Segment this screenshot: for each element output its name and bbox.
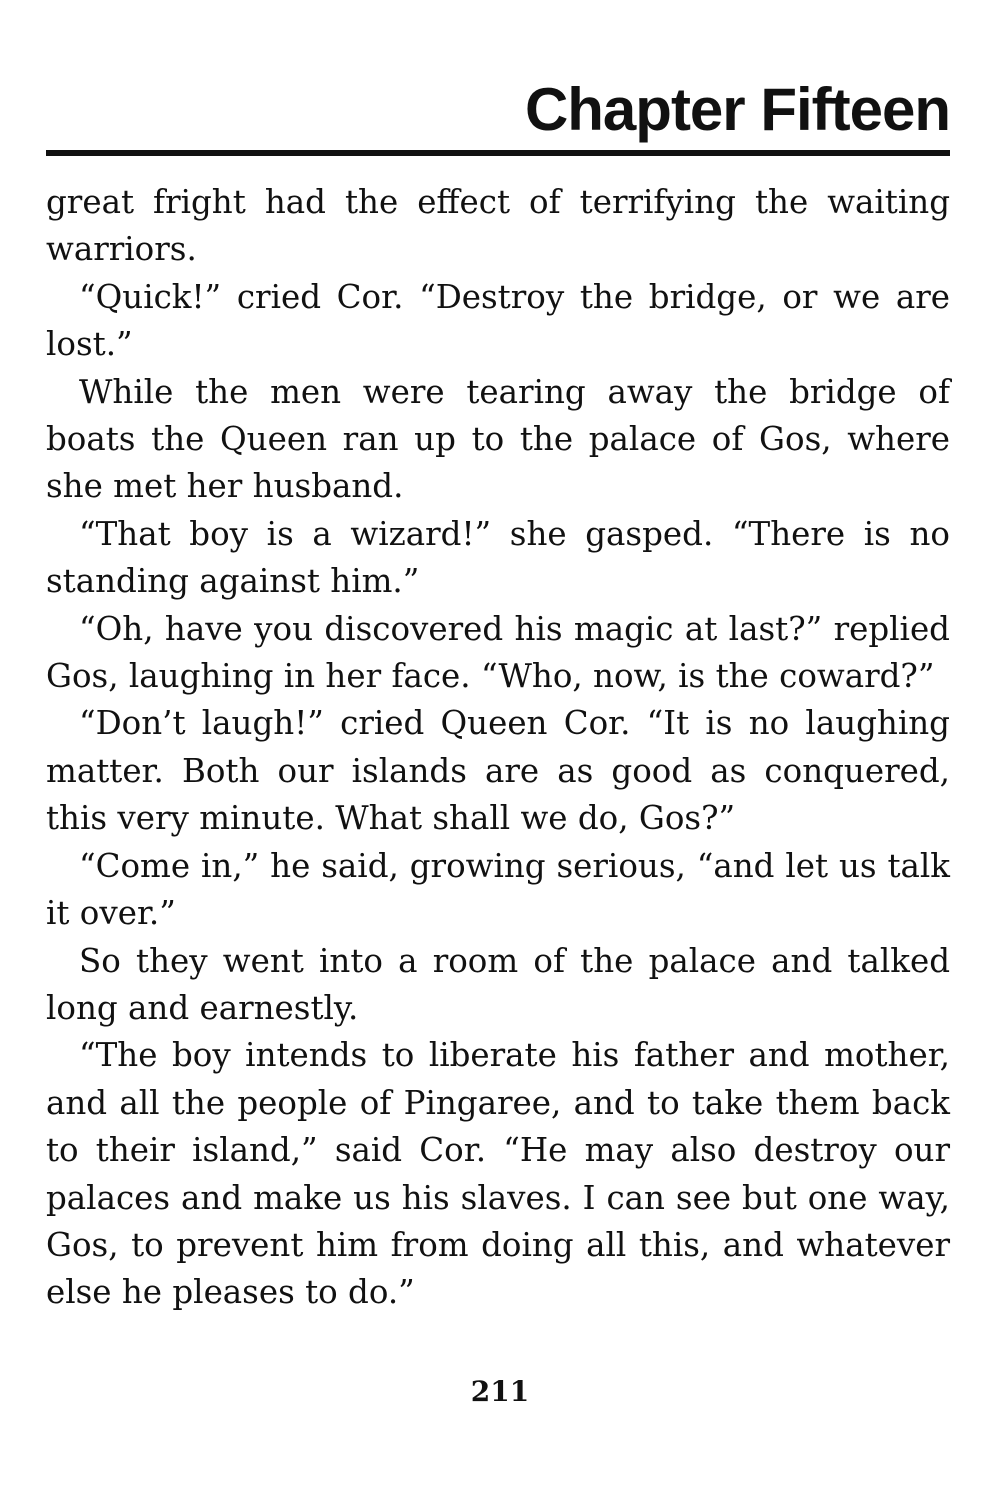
paragraph: “Don’t laugh!” cried Queen Cor. “It is no laughing matter. Both our islands are as good as conquered, this very minute. What shall we do, Gos?” bbox=[46, 704, 950, 838]
paragraph: “That boy is a wizard!” she gasped. “There is no standing against him.” bbox=[46, 514, 950, 601]
paragraph: “Quick!” cried Cor. “Destroy the bridge, or we are lost.” bbox=[46, 277, 950, 364]
header-rule bbox=[46, 150, 950, 156]
page-number: 211 bbox=[470, 1375, 530, 1408]
paragraph: great fright had the effect of terrifying the waiting warriors. bbox=[46, 183, 950, 269]
body-text bbox=[46, 179, 950, 1317]
paragraph: So they went into a room of the palace and talked long and earnestly. bbox=[46, 941, 950, 1027]
paragraph: “The boy intends to liberate his father and mother, and all the people of Pingaree, and to take them back to their island,” said Cor. “He may also destroy our palaces and make us his slaves. I can see but one way, Gos, to prevent him from doing all this, and whatever else he pleases to do.” bbox=[46, 1036, 950, 1312]
paragraph: “Oh, have you discovered his magic at last?” replied Gos, laughing in her face. “Who, now, is the coward?” bbox=[46, 609, 950, 696]
paragraph: While the men were tearing away the bridge of boats the Queen ran up to the palace of Gos, where she met her husband. bbox=[46, 372, 950, 506]
paragraph: “Come in,” he said, growing serious, “and let us talk it over.” bbox=[46, 846, 950, 933]
chapter-heading: Chapter Fifteen bbox=[524, 76, 950, 143]
